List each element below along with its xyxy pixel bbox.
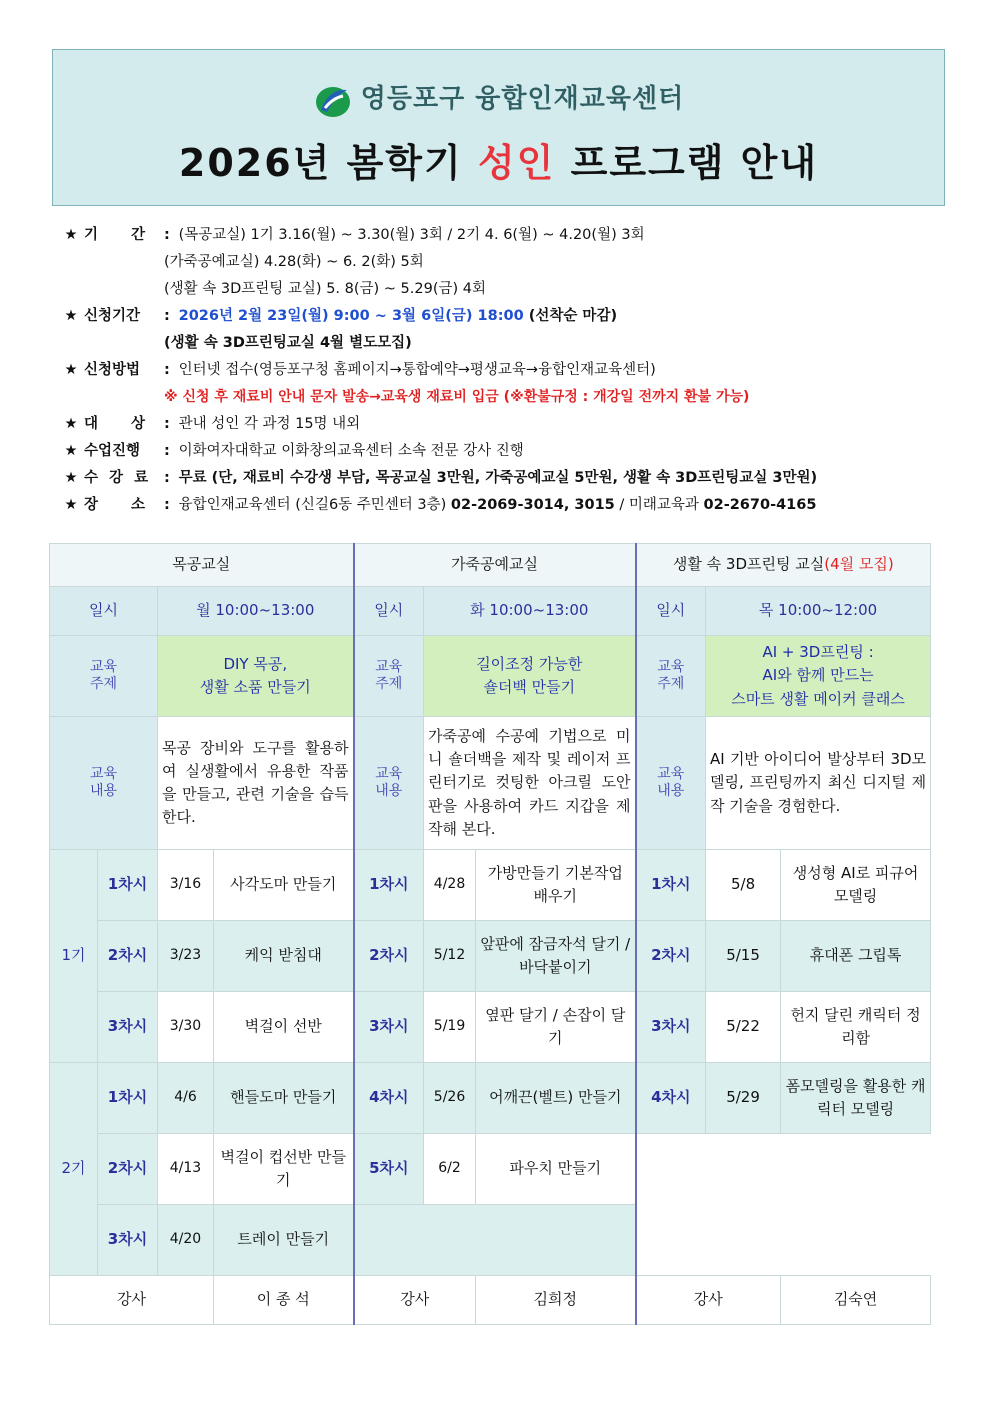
session-title: 헌지 달린 캐릭터 정리함 bbox=[781, 992, 931, 1063]
leather-topic bbox=[424, 636, 636, 717]
print3d-topic-line-3: 스마트 생활 메이커 클래스 bbox=[731, 689, 905, 708]
session-date: 6/2 bbox=[424, 1134, 476, 1205]
method-label: 신청방법 bbox=[84, 362, 141, 378]
period-line-3: (생활 속 3D프린팅 교실) 5. 8(금) ~ 5.29(금) 4회 bbox=[164, 281, 487, 297]
session-date: 4/28 bbox=[424, 850, 476, 921]
place-label: 장 소 bbox=[84, 497, 160, 513]
apply-label: 신청기간 bbox=[84, 308, 141, 324]
leather-teacher: 김희정 bbox=[476, 1276, 636, 1325]
teacher-label: 강사 bbox=[50, 1276, 214, 1325]
print3d-header bbox=[636, 544, 931, 587]
table-row bbox=[50, 992, 931, 1063]
info-fee: ★ 수 강 료 : 무료 (단, 재료비 수강생 부담, 목공교실 3만원, 가죽공예교실 5만원, 생활 속 3D프린팅교실 3만원) bbox=[58, 465, 948, 492]
session-title: 사각도마 만들기 bbox=[214, 850, 354, 921]
place-phone-1: 02-2069-3014, 3015 bbox=[450, 497, 615, 513]
period-line-2: (가죽공예교실) 4.28(화) ~ 6. 2(화) 5회 bbox=[164, 254, 424, 270]
table-row bbox=[50, 1134, 931, 1205]
info-place: ★ 장 소 : 융합인재교육센터 (신길6동 주민센터 3층) 02-2069-3014, 3015 / 미래교육과 02-2670-4165 bbox=[58, 492, 948, 519]
apply-note: (생활 속 3D프린팅교실 4월 별도모집) bbox=[164, 335, 412, 351]
print3d-teacher: 김숙연 bbox=[781, 1276, 931, 1325]
session-date: 4/20 bbox=[158, 1205, 214, 1276]
session-title: 벽걸이 선반 bbox=[214, 992, 354, 1063]
session-title: 케익 받침대 bbox=[214, 921, 354, 992]
leather-schedule: 화 10:00~13:00 bbox=[424, 587, 636, 636]
wood-schedule: 월 10:00~13:00 bbox=[158, 587, 354, 636]
session-date: 3/30 bbox=[158, 992, 214, 1063]
print3d-schedule: 목 10:00~12:00 bbox=[706, 587, 931, 636]
table-header-row bbox=[50, 544, 931, 587]
wood-header: 목공교실 bbox=[50, 544, 354, 587]
session-title: 휴대폰 그립톡 bbox=[781, 921, 931, 992]
topic-label: 교육 주제 bbox=[636, 636, 706, 717]
title-prefix: 2026년 봄학기 bbox=[178, 141, 478, 185]
print3d-topic-line-2: AI와 함께 만드는 bbox=[762, 666, 874, 685]
session-date: 5/8 bbox=[706, 850, 781, 921]
star-icon: ★ bbox=[64, 497, 78, 513]
date-label: 일시 bbox=[636, 587, 706, 636]
table-row bbox=[50, 850, 931, 921]
wood-topic-line-2: 생활 소품 만들기 bbox=[199, 678, 311, 696]
description-row bbox=[50, 717, 931, 850]
info-method: ★ 신청방법 : 인터넷 접수(영등포구청 홈페이지→통합예약→평생교육→융합인재교육센터) bbox=[58, 357, 948, 384]
session-title: 생성형 AI로 피규어 모델링 bbox=[781, 850, 931, 921]
instructor-text: 이화여자대학교 이화창의교육센터 소속 전문 강사 진행 bbox=[178, 443, 524, 459]
teacher-label: 강사 bbox=[354, 1276, 476, 1325]
session-number: 3차시 bbox=[636, 992, 706, 1063]
session-number: 4차시 bbox=[636, 1063, 706, 1134]
info-target: ★ 대 상 : 관내 성인 각 과정 15명 내외 bbox=[58, 411, 948, 438]
teacher-label: 강사 bbox=[636, 1276, 781, 1325]
session-number: 1차시 bbox=[98, 1063, 158, 1134]
period-line-1: (목공교실) 1기 3.16(월) ~ 3.30(월) 3회 / 2기 4. 6(월) ~ 4.20(월) 3회 bbox=[178, 227, 645, 243]
fee-text: 무료 (단, 재료비 수강생 부담, 목공교실 3만원, 가죽공예교실 5만원, 생활 속 3D프린팅교실 3만원) bbox=[178, 470, 818, 486]
session-number: 4차시 bbox=[354, 1063, 424, 1134]
session-date: 5/15 bbox=[706, 921, 781, 992]
star-icon: ★ bbox=[64, 416, 78, 432]
session-number: 3차시 bbox=[354, 992, 424, 1063]
wood-topic bbox=[158, 636, 354, 717]
print3d-sub: (4월 모집) bbox=[824, 555, 894, 574]
session-number: 3차시 bbox=[98, 992, 158, 1063]
place-dept: / 미래교육과 bbox=[614, 497, 704, 513]
star-icon: ★ bbox=[64, 308, 78, 324]
leather-topic-line-1: 길이조정 가능한 bbox=[476, 654, 583, 673]
method-text: 인터넷 접수(영등포구청 홈페이지→통합예약→평생교육→융합인재교육센터) bbox=[178, 362, 656, 378]
session-number: 2차시 bbox=[98, 1134, 158, 1205]
empty-cell bbox=[354, 1205, 636, 1276]
session-number: 1차시 bbox=[636, 850, 706, 921]
desc-label: 교육 내용 bbox=[354, 717, 424, 850]
print3d-description: AI 기반 아이디어 발상부터 3D모델링, 프린팅까지 최신 디지털 제작 기술을 경험한다. bbox=[706, 717, 931, 850]
teacher-row bbox=[50, 1276, 931, 1325]
session-number: 5차시 bbox=[354, 1134, 424, 1205]
place-text: 융합인재교육센터 (신길6동 주민센터 3층) bbox=[178, 497, 451, 513]
session-number: 2차시 bbox=[98, 921, 158, 992]
session-date: 3/23 bbox=[158, 921, 214, 992]
session-date: 4/6 bbox=[158, 1063, 214, 1134]
session-title: 파우치 만들기 bbox=[476, 1134, 636, 1205]
session-date: 5/22 bbox=[706, 992, 781, 1063]
print3d-topic bbox=[706, 636, 931, 717]
title-highlight: 성인 bbox=[477, 141, 556, 185]
header-banner bbox=[52, 49, 945, 206]
title-suffix: 프로그램 안내 bbox=[555, 141, 819, 185]
session-title: 벽걸이 컵선반 만들기 bbox=[214, 1134, 354, 1205]
leather-topic-line-2: 숄더백 만들기 bbox=[483, 678, 576, 696]
session-title: 옆판 달기 / 손잡이 달기 bbox=[476, 992, 636, 1063]
desc-label: 교육 내용 bbox=[636, 717, 706, 850]
method-note: ※ 신청 후 재료비 안내 문자 발송→교육생 재료비 입금 (※환불규정 : 개강일 전까지 환불 가능) bbox=[164, 389, 750, 405]
wood-description: 목공 장비와 도구를 활용하여 실생활에서 유용한 작품을 만들고, 관련 기술을 습득한다. bbox=[158, 717, 354, 850]
star-icon: ★ bbox=[64, 443, 78, 459]
org-label: 영등포구 융합인재교육센터 bbox=[360, 84, 685, 114]
session-number: 3차시 bbox=[98, 1205, 158, 1276]
info-apply-note bbox=[58, 330, 948, 357]
star-icon: ★ bbox=[64, 227, 78, 243]
target-label: 대 상 bbox=[84, 416, 160, 432]
session-title: 핸들도마 만들기 bbox=[214, 1063, 354, 1134]
term-label: 2기 bbox=[50, 1063, 98, 1276]
date-label: 일시 bbox=[354, 587, 424, 636]
session-title: 트레이 만들기 bbox=[214, 1205, 354, 1276]
session-title: 앞판에 잠금자석 달기 / 바닥붙이기 bbox=[476, 921, 636, 992]
print3d-title: 생활 속 3D프린팅 교실 bbox=[672, 555, 825, 574]
org-name bbox=[53, 78, 944, 120]
page-title bbox=[53, 132, 944, 187]
wood-topic-line-1: DIY 목공, bbox=[223, 654, 288, 673]
instructor-label: 수업진행 bbox=[84, 443, 141, 459]
session-date: 5/29 bbox=[706, 1063, 781, 1134]
info-list bbox=[58, 222, 948, 519]
session-date: 3/16 bbox=[158, 850, 214, 921]
info-period-3 bbox=[58, 276, 948, 303]
session-title: 어깨끈(벨트) 만들기 bbox=[476, 1063, 636, 1134]
period-label: 기 간 bbox=[84, 227, 160, 243]
leather-description: 가죽공예 수공예 기법으로 미니 숄더백을 제작 및 레이저 프린터기로 컷팅한 아크릴 도안판을 사용하여 카드 지갑을 제작해 본다. bbox=[424, 717, 636, 850]
target-text: 관내 성인 각 과정 15명 내외 bbox=[178, 416, 361, 432]
session-number: 2차시 bbox=[636, 921, 706, 992]
apply-period: 2026년 2월 23일(월) 9:00 ~ 3월 6일(금) 18:00 bbox=[178, 308, 524, 324]
info-apply: ★ 신청기간 : 2026년 2월 23일(월) 9:00 ~ 3월 6일(금) 18:00 (선착순 마감) bbox=[58, 303, 948, 330]
print3d-topic-line-1: AI + 3D프린팅 : bbox=[762, 643, 874, 662]
session-number: 1차시 bbox=[98, 850, 158, 921]
session-title: 가방만들기 기본작업 배우기 bbox=[476, 850, 636, 921]
session-date: 4/13 bbox=[158, 1134, 214, 1205]
leather-header: 가죽공예교실 bbox=[354, 544, 636, 587]
session-date: 5/12 bbox=[424, 921, 476, 992]
info-period: ★ 기 간 : (목공교실) 1기 3.16(월) ~ 3.30(월) 3회 / 2기 4. 6(월) ~ 4.20(월) 3회 bbox=[58, 222, 948, 249]
star-icon: ★ bbox=[64, 362, 78, 378]
leaf-logo-icon bbox=[313, 80, 353, 120]
place-phone-2: 02-2670-4165 bbox=[703, 497, 817, 513]
desc-label: 교육 내용 bbox=[50, 717, 158, 850]
empty-cell bbox=[636, 1134, 931, 1276]
fee-label: 수 강 료 bbox=[84, 470, 152, 486]
topic-label: 교육 주제 bbox=[50, 636, 158, 717]
session-number: 2차시 bbox=[354, 921, 424, 992]
term-label: 1기 bbox=[50, 850, 98, 1063]
apply-tail: (선착순 마감) bbox=[523, 308, 618, 324]
date-label: 일시 bbox=[50, 587, 158, 636]
table-row bbox=[50, 1063, 931, 1134]
star-icon: ★ bbox=[64, 470, 78, 486]
program-table bbox=[49, 543, 931, 1325]
session-date: 5/19 bbox=[424, 992, 476, 1063]
wood-teacher: 이 종 석 bbox=[214, 1276, 354, 1325]
session-date: 5/26 bbox=[424, 1063, 476, 1134]
topic-label: 교육 주제 bbox=[354, 636, 424, 717]
info-instructor: ★ 수업진행 : 이화여자대학교 이화창의교육센터 소속 전문 강사 진행 bbox=[58, 438, 948, 465]
table-row bbox=[50, 921, 931, 992]
topic-row bbox=[50, 636, 931, 717]
session-number: 1차시 bbox=[354, 850, 424, 921]
info-period-2 bbox=[58, 249, 948, 276]
info-method-note bbox=[58, 384, 948, 411]
session-title: 폼모델링을 활용한 캐릭터 모델링 bbox=[781, 1063, 931, 1134]
schedule-row bbox=[50, 587, 931, 636]
